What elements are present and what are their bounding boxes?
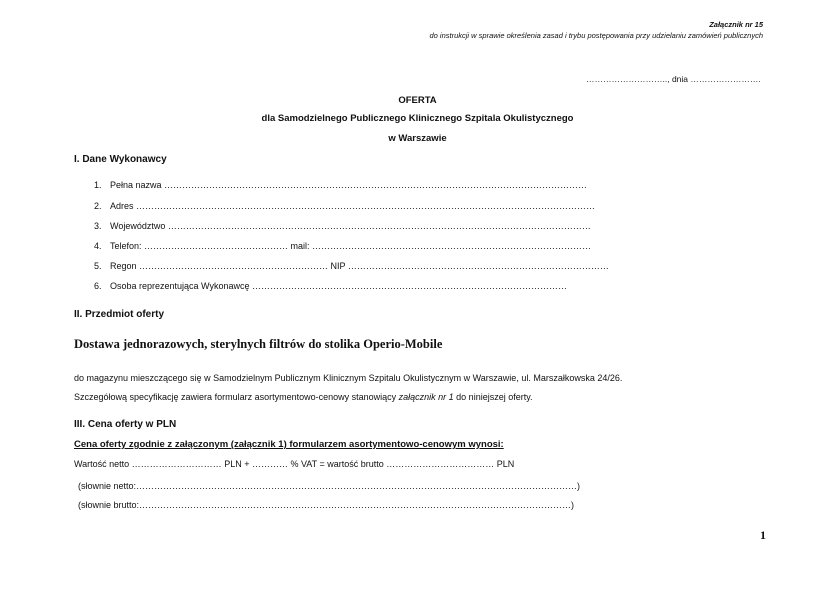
list-item-number: 1.: [94, 180, 102, 190]
brutto-words-line: (słownie brutto:………………………………………………………………………………………………………………………………): [78, 500, 575, 510]
list-item: [94, 221, 591, 231]
offer-title-line2: dla Samodzielnego Publicznego Klinicznego Szpitala Okulistycznego: [261, 113, 574, 124]
list-item-text: Osoba reprezentująca Wykonawcę ……………………………………………………………………………………………: [110, 281, 567, 291]
list-item: [94, 241, 591, 251]
page-number: 1: [760, 528, 766, 542]
list-item: [94, 261, 609, 271]
list-item: [94, 180, 587, 190]
attachment-label: Załącznik nr 15: [709, 20, 763, 29]
instruction-label: do instrukcji w sprawie określenia zasad i trybu postępowania przy udzielaniu zamówień publicznych: [429, 31, 763, 40]
section-heading-price: III. Cena oferty w PLN: [74, 419, 177, 430]
delivery-paragraph: do magazynu mieszczącego się w Samodzielnym Publicznym Klinicznym Szpitalu Okulistycznym w Warszawie, ul. Marszałkowska 24/26.: [74, 373, 623, 383]
list-item-text: Adres ………………………………………………………………………………………………………………………………………: [110, 201, 596, 211]
section-heading-contractor: I. Dane Wykonawcy: [74, 154, 167, 165]
spec-text-c: do niniejszej oferty.: [453, 392, 533, 402]
list-item: [94, 281, 567, 291]
netto-words-line: (słownie netto:…………………………………………………………………………………………………………………………………): [78, 481, 581, 491]
date-line: ……………………….., dnia …………………….: [586, 74, 761, 84]
list-item-text: Regon ……………………………………………………… NIP ……………………………………………………………………………: [110, 261, 609, 271]
offer-title-line3: w Warszawie: [388, 133, 447, 144]
offer-subject: Dostawa jednorazowych, sterylnych filtrów do stolika Operio-Mobile: [74, 337, 443, 351]
list-item: [94, 201, 595, 211]
section-heading-subject: II. Przedmiot oferty: [74, 309, 165, 320]
list-item-number: 4.: [94, 241, 102, 251]
offer-title: OFERTA: [398, 95, 437, 106]
price-value-line: Wartość netto ………………………… PLN + ………… % VAT = wartość brutto ……………………………… PLN: [74, 459, 515, 469]
specification-paragraph: [74, 392, 533, 402]
list-item-text: Województwo ……………………………………………………………………………………………………………………………: [110, 221, 591, 231]
list-item-number: 2.: [94, 201, 102, 211]
price-subheading: Cena oferty zgodnie z załączonym (załącznik 1) formularzem asortymentowo-cenowym wynosi:: [74, 439, 504, 450]
list-item-number: 3.: [94, 221, 102, 231]
list-item-text: Pełna nazwa ……………………………………………………………………………………………………………………………: [110, 180, 588, 190]
list-item-number: 6.: [94, 281, 102, 291]
spec-text-a: Szczegółową specyfikację zawiera formularz asortymentowo-cenowy stanowiący: [74, 392, 399, 402]
list-item-number: 5.: [94, 261, 102, 271]
list-item-text: Telefon: ………………………………………… mail: …………………………………………………………………………………: [110, 241, 592, 251]
spec-attachment-ref: załącznik nr 1: [398, 392, 454, 402]
